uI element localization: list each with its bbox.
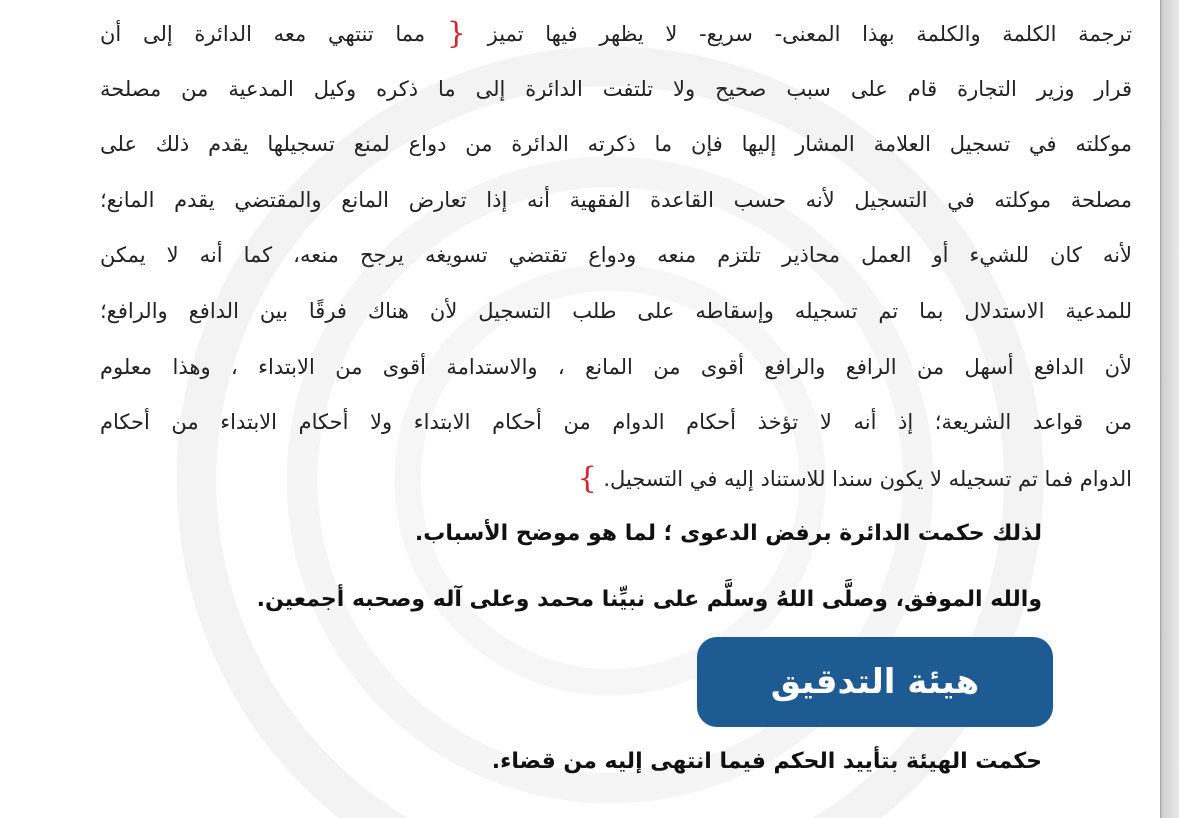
opening-bracket-mark: { [446,16,466,51]
page-edge-shadow [1160,0,1179,818]
closing-bracket-mark: } [577,460,597,496]
paragraph-line: قرار وزير التجارة قام على سبب صحيح ولا تلتفت الدائرة إلى ما ذكره وكيل المدعية من مصلحة [100,76,1132,101]
reasoning-paragraph [100,6,1132,506]
paragraph-line [100,451,1132,507]
paragraph-line: لأنه كان للشيء أو العمل محاذير تلتزم منعه ودواع تقتضي تسويغه يرجح منعه، كما أنه لا يمكن [100,243,1132,268]
paragraph-line: مصلحة موكلته في التسجيل لأنه حسب القاعدة الفقهية أنه إذا تعارض المانع والمقتضي يقدم المانع؛ [100,187,1132,212]
paragraph-line: من قواعد الشريعة؛ إذ أنه لا تؤخذ أحكام الدوام من أحكام الابتداء ولا أحكام الابتداء من أحكام [100,410,1132,435]
paragraph-line: موكلته في تسجيل العلامة المشار إليها فإن ما ذكرته الدائرة من دواع لمنع تسجيلها يقدم ذلك على [100,132,1132,157]
paragraph-text: ترجمة الكلمة والكلمة بهذا المعنى- سريع- لا يظهر فيها تميز [487,22,1132,46]
paragraph-text: الدوام فما تم تسجيله لا يكون سندا للاستناد إليه في التسجيل. [603,466,1132,491]
paragraph-line: لأن الدافع أسهل من الرافع والرافع أقوى من المانع ، والاستدامة أقوى من الابتداء ، وهذا معلوم [100,354,1132,379]
paragraph-line: للمدعية الاستدلال بما تم تسجيله وإسقاطه على طلب التسجيل لأن هناك فرقًا بين الدافع والرافع؛ [100,298,1132,323]
ruling-statement: لذلك حكمت الدائرة برفض الدعوى ؛ لما هو موضح الأسباب. [414,521,1042,546]
section-heading-audit-panel: هيئة التدقيق [697,637,1053,727]
audit-ruling-statement: حكمت الهيئة بتأييد الحكم فيما انتهى إليه من قضاء. [491,749,1042,774]
paragraph-line [100,6,1132,62]
closing-prayer: والله الموفق، وصلَّى اللهُ وسلَّم على نبيِّنا محمد وعلى آله وصحبه أجمعين. [256,587,1042,612]
paragraph-text: مما تنتهي معه الدائرة إلى أن [100,22,426,46]
